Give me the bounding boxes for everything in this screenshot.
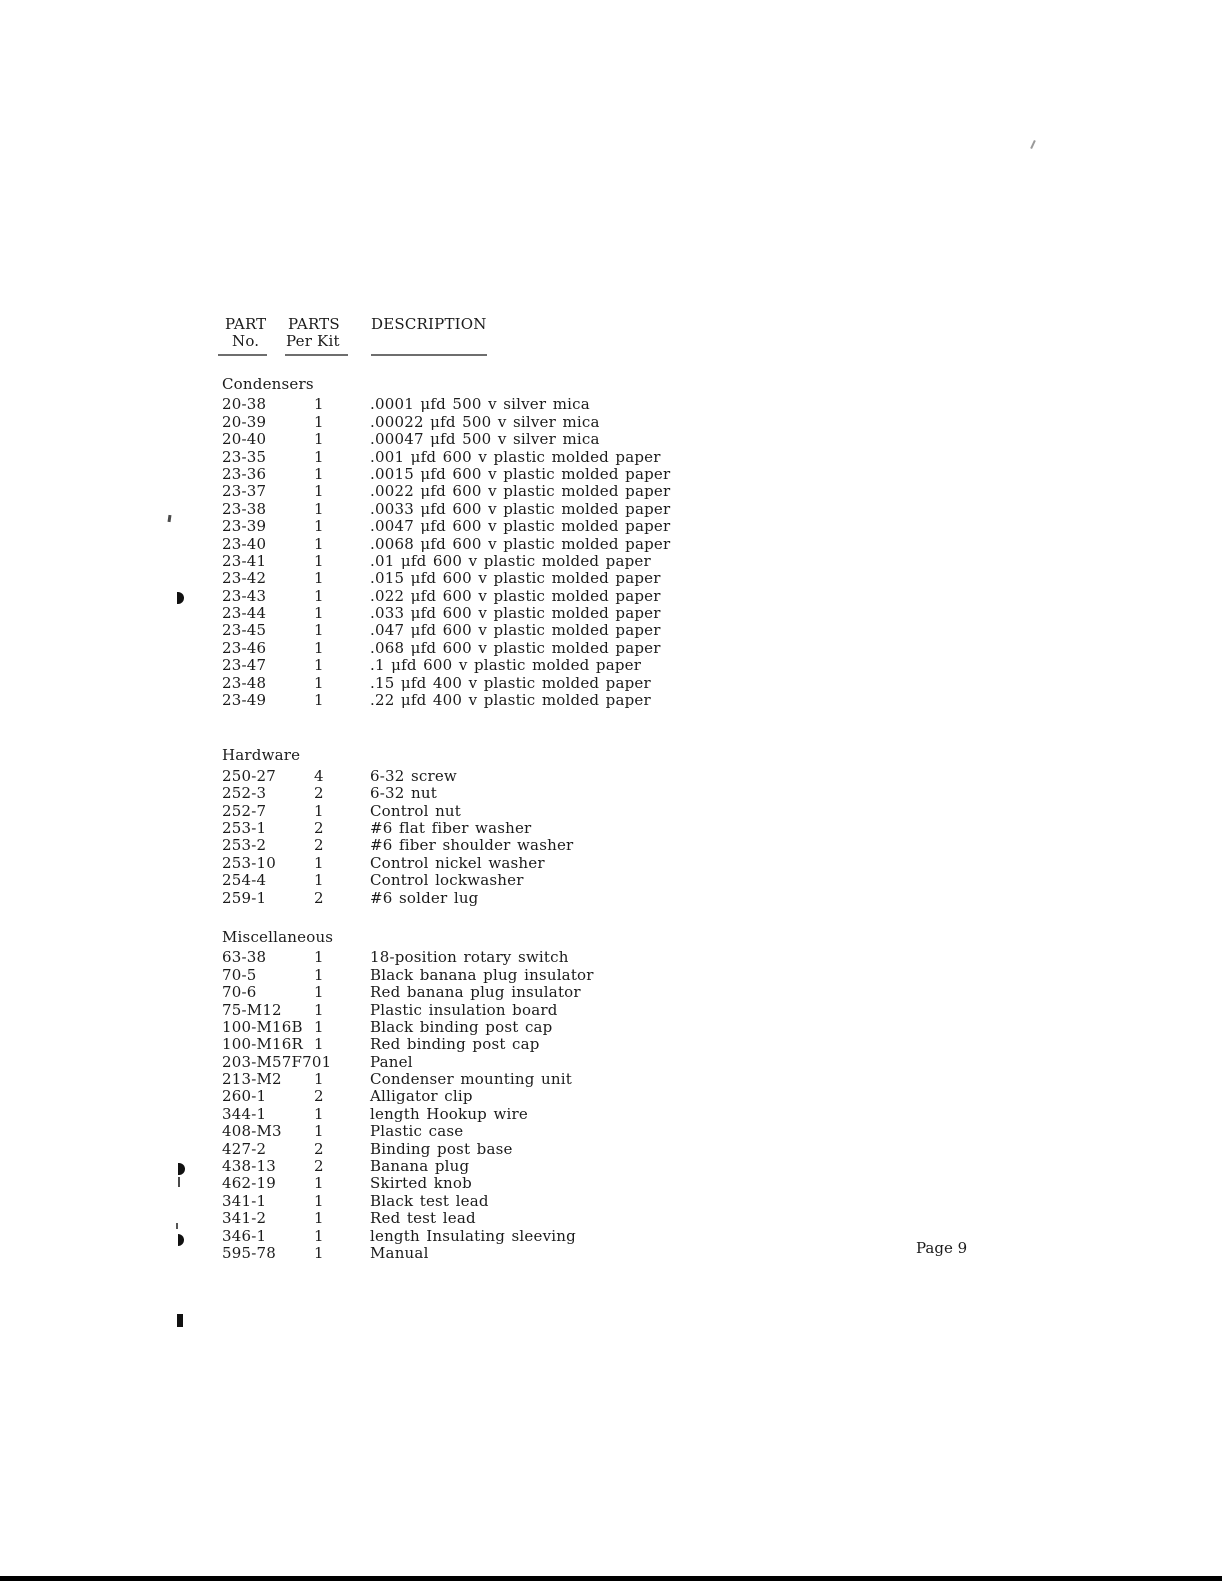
part-number: 252-7 — [222, 801, 267, 820]
table-row — [222, 518, 962, 535]
quantity: 1 — [314, 482, 324, 501]
scan-artifact-mark — [176, 1223, 178, 1229]
quantity: 1 — [314, 1122, 324, 1141]
description: Plastic case — [370, 1122, 464, 1141]
description: .1 μfd 600 v plastic molded paper — [370, 656, 642, 675]
part-number: 23-39 — [222, 517, 267, 536]
table-row — [222, 675, 962, 692]
description: Black banana plug insulator — [370, 965, 594, 984]
description: .22 μfd 400 v plastic molded paper — [370, 691, 651, 710]
part-number: 23-45 — [222, 621, 267, 640]
table-row — [222, 1175, 962, 1192]
part-number: 23-35 — [222, 447, 267, 466]
description: 6-32 nut — [370, 784, 437, 803]
table-row — [222, 414, 962, 431]
description: Banana plug — [370, 1157, 470, 1176]
table-row — [222, 820, 962, 837]
page-number: Page 9 — [916, 1239, 968, 1257]
scan-artifact-mark — [168, 515, 172, 522]
quantity: 1 — [314, 948, 324, 967]
table-row — [222, 622, 962, 639]
part-number: 253-2 — [222, 836, 267, 855]
description: Control nickel washer — [370, 853, 545, 872]
quantity: 1 — [314, 871, 324, 890]
table-row — [222, 501, 962, 518]
quantity: 1 — [314, 1191, 324, 1210]
table-row — [222, 1210, 962, 1227]
quantity: 1 — [314, 1209, 324, 1228]
header-underline — [218, 354, 267, 356]
quantity: 1 — [314, 412, 324, 431]
description: .033 μfd 600 v plastic molded paper — [370, 604, 661, 623]
part-number: 23-41 — [222, 551, 267, 570]
quantity: 1 — [314, 1017, 324, 1036]
description: Red test lead — [370, 1209, 476, 1228]
part-number: 438-13 — [222, 1157, 276, 1176]
scan-edge-bar — [0, 1576, 1222, 1581]
table-row — [222, 872, 962, 889]
part-number: 254-4 — [222, 871, 267, 890]
description: .00022 μfd 500 v silver mica — [370, 412, 600, 431]
description: #6 solder lug — [370, 888, 479, 907]
quantity: 1 — [314, 604, 324, 623]
parts-section — [222, 747, 962, 907]
description: Red binding post cap — [370, 1035, 540, 1054]
table-row — [222, 553, 962, 570]
description: Skirted knob — [370, 1174, 472, 1193]
quantity: 1 — [314, 517, 324, 536]
section-title: Miscellaneous — [222, 927, 334, 946]
scan-artifact-mark — [177, 592, 184, 604]
description: 6-32 screw — [370, 766, 457, 785]
part-number: 23-43 — [222, 586, 267, 605]
quantity: 1 — [314, 673, 324, 692]
part-number: 213-M2 — [222, 1070, 282, 1089]
parts-section — [222, 376, 962, 709]
scan-artifact-mark — [1030, 140, 1036, 149]
part-number: 70-6 — [222, 983, 257, 1002]
parts-list — [222, 316, 962, 1262]
quantity: 1 — [314, 586, 324, 605]
part-number: 462-19 — [222, 1174, 276, 1193]
quantity: 1 — [314, 447, 324, 466]
description: .015 μfd 600 v plastic molded paper — [370, 569, 661, 588]
quantity: 1 — [314, 656, 324, 675]
part-number: 100-M16B — [222, 1017, 303, 1036]
part-number: 23-38 — [222, 499, 267, 518]
part-number: 203-M57F70 — [222, 1052, 322, 1071]
header-underline — [371, 354, 487, 356]
quantity: 1 — [314, 1243, 324, 1262]
part-number: 63-38 — [222, 948, 267, 967]
table-row — [222, 855, 962, 872]
description: Condenser mounting unit — [370, 1070, 572, 1089]
column-header-per-kit: Per Kit — [286, 332, 340, 351]
description: Control nut — [370, 801, 462, 820]
table-row — [222, 1106, 962, 1123]
description: Manual — [370, 1243, 429, 1262]
description: Alligator clip — [370, 1087, 473, 1106]
table-row — [222, 536, 962, 553]
quantity: 1 — [314, 464, 324, 483]
quantity: 1 — [314, 1035, 324, 1054]
table-header — [222, 316, 962, 360]
table-row — [222, 837, 962, 854]
table-row — [222, 1054, 962, 1071]
scan-artifact-mark — [177, 1314, 183, 1327]
part-number: 427-2 — [222, 1139, 267, 1158]
description: #6 flat fiber washer — [370, 818, 532, 837]
quantity: 1 — [314, 1174, 324, 1193]
section-title: Condensers — [222, 375, 314, 393]
table-row — [222, 692, 962, 709]
quantity: 1 — [314, 534, 324, 553]
column-header-part: PART — [225, 315, 267, 333]
column-header-parts: PARTS — [288, 315, 340, 333]
table-row — [222, 1141, 962, 1158]
quantity: 2 — [314, 1139, 324, 1158]
quantity: 1 — [314, 1104, 324, 1123]
table-row — [222, 396, 962, 413]
table-row — [222, 657, 962, 674]
description: .022 μfd 600 v plastic molded paper — [370, 586, 661, 605]
description: length Hookup wire — [370, 1104, 528, 1123]
part-number: 23-46 — [222, 638, 267, 657]
part-number: 595-78 — [222, 1243, 276, 1262]
table-row — [222, 949, 962, 966]
part-number: 75-M12 — [222, 1000, 282, 1019]
description: .047 μfd 600 v plastic molded paper — [370, 621, 661, 640]
part-number: 23-37 — [222, 482, 267, 501]
table-row — [222, 640, 962, 657]
description: 18-position rotary switch — [370, 948, 569, 967]
part-number: 23-36 — [222, 464, 267, 483]
table-row — [222, 588, 962, 605]
table-row — [222, 1123, 962, 1140]
part-number: 341-2 — [222, 1209, 267, 1228]
description: .0047 μfd 600 v plastic molded paper — [370, 517, 671, 536]
part-number: 253-1 — [222, 818, 267, 837]
quantity: 1 — [314, 1000, 324, 1019]
part-number: 20-39 — [222, 412, 267, 431]
description: Control lockwasher — [370, 871, 524, 890]
description: Binding post base — [370, 1139, 513, 1158]
part-number: 23-44 — [222, 604, 267, 623]
part-number: 344-1 — [222, 1104, 267, 1123]
quantity: 1 — [314, 853, 324, 872]
quantity: 2 — [314, 836, 324, 855]
description: Plastic insulation board — [370, 1000, 558, 1019]
part-number: 23-48 — [222, 673, 267, 692]
table-row — [222, 1088, 962, 1105]
part-number: 20-40 — [222, 430, 267, 449]
description: .0033 μfd 600 v plastic molded paper — [370, 499, 671, 518]
description: length Insulating sleeving — [370, 1226, 576, 1245]
quantity: 2 — [314, 818, 324, 837]
description: Black test lead — [370, 1191, 489, 1210]
part-number: 70-5 — [222, 965, 257, 984]
table-row — [222, 1036, 962, 1053]
part-number: 253-10 — [222, 853, 276, 872]
description: .0015 μfd 600 v plastic molded paper — [370, 464, 671, 483]
quantity: 1 — [314, 621, 324, 640]
table-row — [222, 449, 962, 466]
quantity: 1 — [314, 1070, 324, 1089]
description: .0022 μfd 600 v plastic molded paper — [370, 482, 671, 501]
table-row — [222, 570, 962, 587]
description: Panel — [370, 1052, 413, 1071]
table-row — [222, 605, 962, 622]
column-header-description: DESCRIPTION — [371, 315, 487, 333]
header-underline — [285, 354, 348, 356]
part-number: 23-47 — [222, 656, 267, 675]
scan-artifact-mark — [178, 1163, 185, 1175]
quantity: 1 — [314, 551, 324, 570]
part-number: 408-M3 — [222, 1122, 282, 1141]
part-number: 23-42 — [222, 569, 267, 588]
quantity: 1 — [314, 638, 324, 657]
table-row — [222, 785, 962, 802]
parts-section — [222, 929, 962, 1262]
quantity: 2 — [314, 784, 324, 803]
quantity: 1 — [314, 395, 324, 414]
table-row — [222, 1019, 962, 1036]
part-number: 341-1 — [222, 1191, 267, 1210]
table-row — [222, 1245, 962, 1262]
description: .0001 μfd 500 v silver mica — [370, 395, 590, 414]
part-number: 20-38 — [222, 395, 267, 414]
description: .01 μfd 600 v plastic molded paper — [370, 551, 651, 570]
quantity: 1 — [314, 499, 324, 518]
table-row — [222, 431, 962, 448]
table-row — [222, 483, 962, 500]
column-header-part-no: No. — [232, 332, 260, 351]
part-number: 259-1 — [222, 888, 267, 907]
part-number: 346-1 — [222, 1226, 267, 1245]
quantity: 1 — [314, 569, 324, 588]
description: .00047 μfd 500 v silver mica — [370, 430, 600, 449]
table-row — [222, 1071, 962, 1088]
scan-artifact-mark — [178, 1177, 180, 1187]
description: .0068 μfd 600 v plastic molded paper — [370, 534, 671, 553]
quantity: 1 — [314, 430, 324, 449]
table-row — [222, 1158, 962, 1175]
table-row — [222, 1002, 962, 1019]
table-row — [222, 984, 962, 1001]
table-row — [222, 1193, 962, 1210]
table-row — [222, 890, 962, 907]
part-number: 23-40 — [222, 534, 267, 553]
part-number: 260-1 — [222, 1087, 267, 1106]
description: #6 fiber shoulder washer — [370, 836, 574, 855]
table-row — [222, 466, 962, 483]
part-number: 100-M16R — [222, 1035, 304, 1054]
part-number: 252-3 — [222, 784, 267, 803]
quantity: 1 — [314, 965, 324, 984]
quantity: 1 — [321, 1052, 332, 1071]
part-number: 23-49 — [222, 691, 267, 710]
parts-table-body — [222, 376, 962, 1262]
quantity: 1 — [314, 983, 324, 1002]
quantity: 4 — [314, 766, 324, 785]
section-title: Hardware — [222, 746, 301, 765]
table-row — [222, 967, 962, 984]
quantity: 2 — [314, 1157, 324, 1176]
quantity: 1 — [314, 801, 324, 820]
part-number: 250-27 — [222, 766, 276, 785]
table-row — [222, 1228, 962, 1245]
quantity: 1 — [314, 1226, 324, 1245]
table-row — [222, 803, 962, 820]
description: Red banana plug insulator — [370, 983, 581, 1002]
description: Black binding post cap — [370, 1017, 553, 1036]
quantity: 1 — [314, 691, 324, 710]
quantity: 2 — [314, 888, 324, 907]
description: .068 μfd 600 v plastic molded paper — [370, 638, 661, 657]
quantity: 2 — [314, 1087, 324, 1106]
table-row — [222, 768, 962, 785]
description: .15 μfd 400 v plastic molded paper — [370, 673, 651, 692]
scan-artifact-mark — [178, 1234, 184, 1246]
description: .001 μfd 600 v plastic molded paper — [370, 447, 661, 466]
